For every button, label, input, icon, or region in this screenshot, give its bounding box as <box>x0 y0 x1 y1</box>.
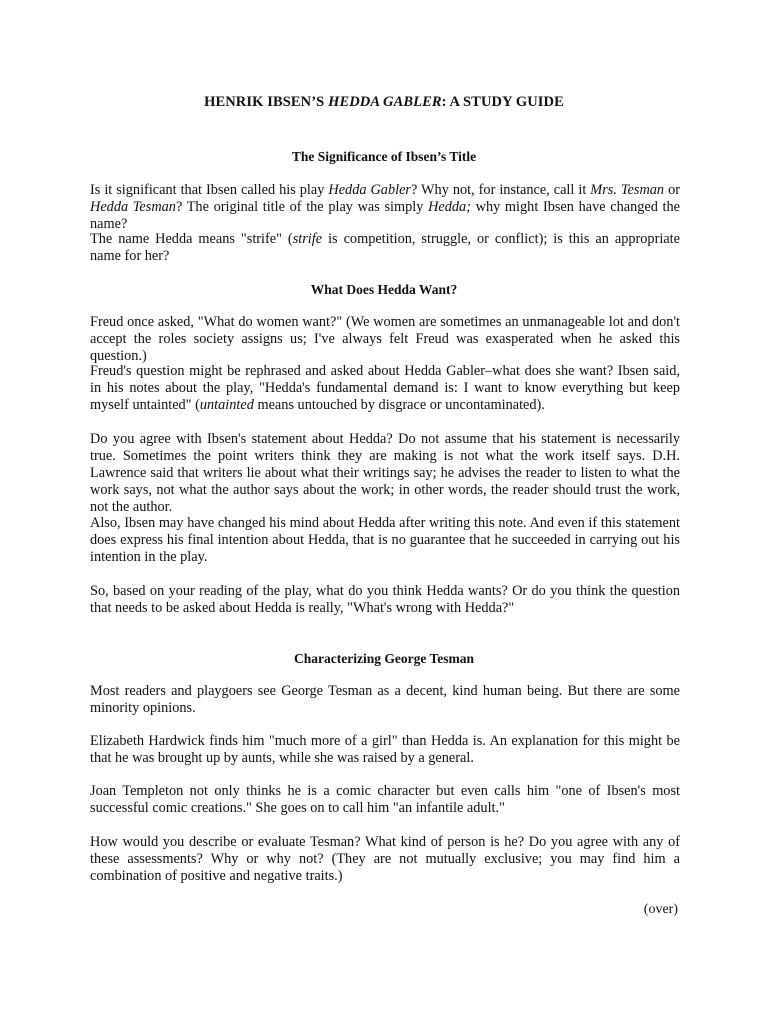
text-run: How would you describe or evaluate Tesman? What kind of person is he? Do you agree with any of these assessments? Why or why not? (They are not mutually exclusive; you may find him a combination of positive and negative traits.) <box>90 834 680 884</box>
paragraph <box>90 314 680 365</box>
italic-text: Mrs. Tesman <box>590 182 665 198</box>
text-run: Freud once asked, "What do women want?" (We women are sometimes an unmanageable lot and don't accept the roles society assigns us; I've always felt Freud was exasperated when he asked this question.) <box>90 314 680 364</box>
title-suffix: : A STUDY GUIDE <box>441 94 564 110</box>
text-run: or <box>664 182 680 198</box>
section-heading-title-significance: The Significance of Ibsen’s Title <box>291 149 477 164</box>
text-run: why might Ibsen have changed the name? <box>90 199 680 232</box>
italic-text: Hedda Tesman <box>90 199 176 215</box>
paragraph <box>90 182 680 233</box>
paragraph <box>90 733 680 767</box>
section-heading-what-hedda-wants: What Does Hedda Want? <box>310 282 458 297</box>
text-run: Joan Templeton not only thinks he is a comic character but even calls him "one of Ibsen's most successful comic creations." She goes on to call him "an infantile adult." <box>90 783 680 816</box>
paragraph <box>90 431 680 516</box>
text-run: The name Hedda means "strife" ( <box>90 231 293 247</box>
text-run: is competition, struggle, or conflict); is this an appropriate name for her? <box>90 231 680 264</box>
paragraph <box>90 363 680 414</box>
italic-text: untainted <box>199 397 254 413</box>
italic-text: Hedda; <box>428 199 471 215</box>
paragraph <box>90 231 680 265</box>
over-indicator: (over) <box>643 902 678 917</box>
text-run: means untouched by disgrace or uncontaminated). <box>253 397 545 413</box>
paragraph <box>90 583 680 617</box>
text-run: ? The original title of the play was simply <box>175 199 429 215</box>
title-prefix: HENRIK IBSEN’S <box>204 94 329 110</box>
title-play-name: HEDDA GABLER <box>328 94 442 110</box>
italic-text: strife <box>292 231 323 247</box>
text-run: Do you agree with Ibsen's statement about Hedda? Do not assume that his statement is necessarily true. Sometimes the point writers think they are making is not what the work itself says. D.H. Lawrence said that writers lie about what their writings say; he advises the reader to listen to what the work says, not what the author says about the work; in other words, the reader should trust the work, not the author. <box>90 431 680 515</box>
text-run: Most readers and playgoers see George Tesman as a decent, kind human being. But there are some minority opinions. <box>90 683 680 716</box>
paragraph <box>90 683 680 717</box>
text-run: ? Why not, for instance, call it <box>410 182 591 198</box>
italic-text: Hedda Gabler <box>328 182 411 198</box>
paragraph <box>90 515 680 566</box>
document-title <box>0 94 768 111</box>
paragraph <box>90 834 680 885</box>
text-run: Freud's question might be rephrased and asked about Hedda Gabler–what does she want? Ibsen said, in his notes about the play, "Hedda's fundamental demand is: I want to know everything but keep myself untainted" ( <box>90 363 680 413</box>
text-run: Elizabeth Hardwick finds him "much more of a girl" than Hedda is. An explanation for this might be that he was brought up by aunts, while she was raised by a general. <box>90 733 680 766</box>
text-run: Also, Ibsen may have changed his mind about Hedda after writing this note. And even if this statement does express his final intention about Hedda, that is no guarantee that he succeeded in carrying out his intention in the play. <box>90 515 680 565</box>
text-run: So, based on your reading of the play, what do you think Hedda wants? Or do you think the question that needs to be asked about Hedda is really, "What's wrong with Hedda?" <box>90 583 680 616</box>
text-run: Is it significant that Ibsen called his play <box>90 182 329 198</box>
section-heading-george-tesman: Characterizing George Tesman <box>294 651 474 666</box>
paragraph <box>90 783 680 817</box>
